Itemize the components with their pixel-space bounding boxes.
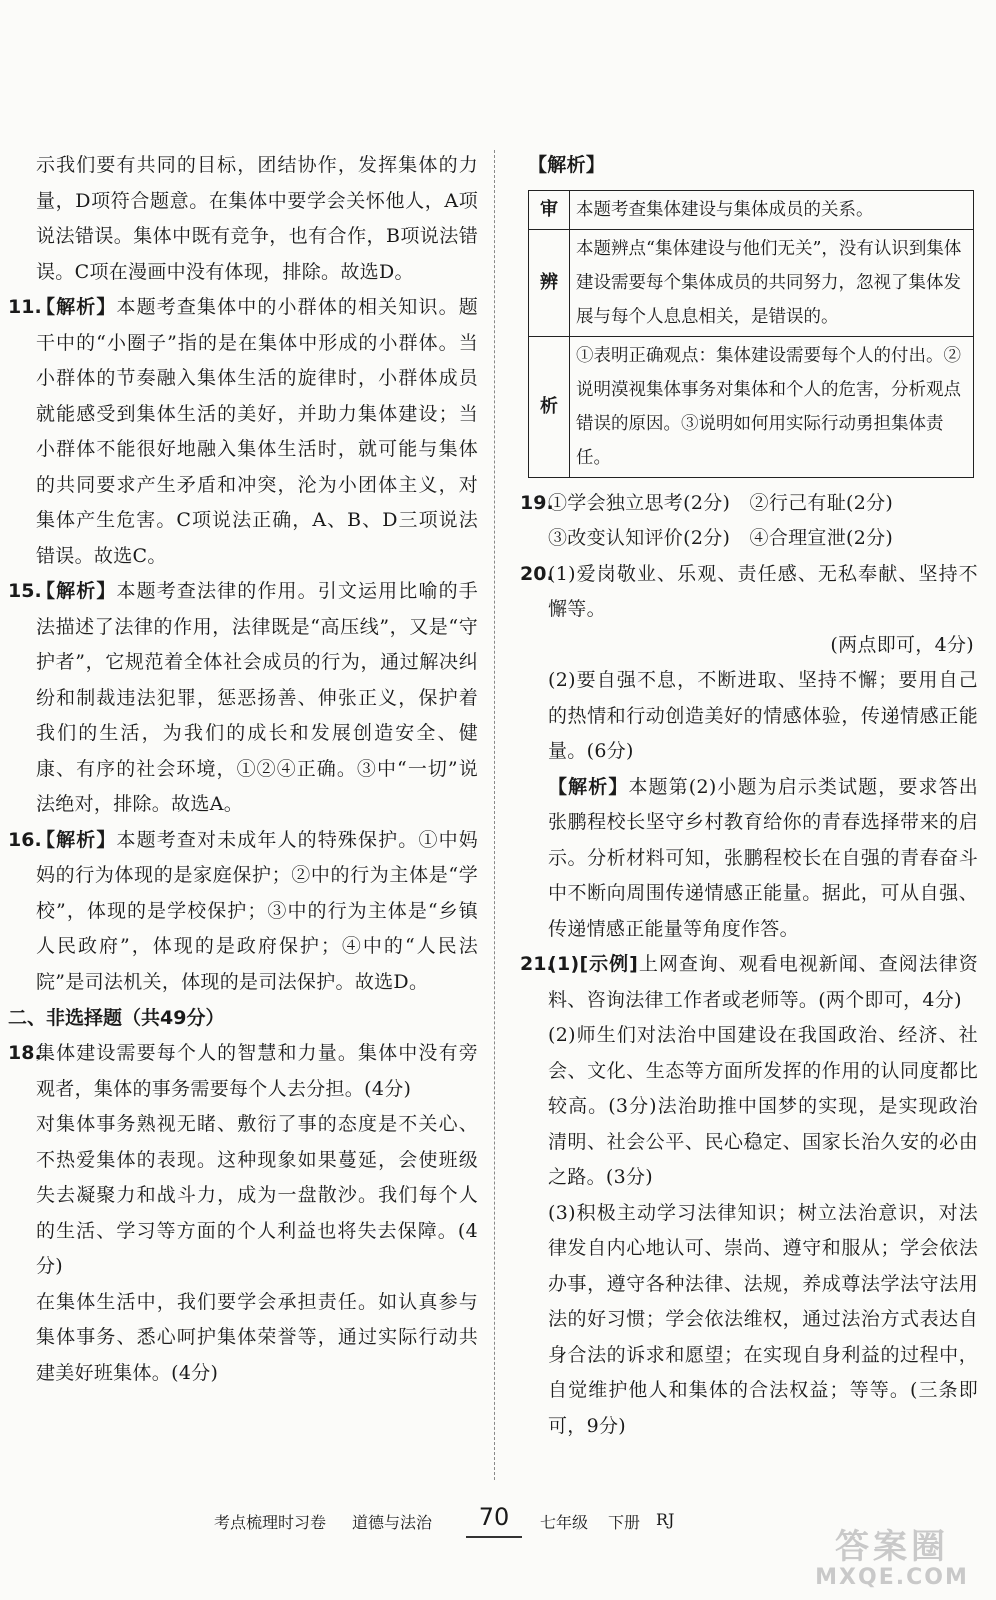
analysis-tag: 【解析】 [528, 154, 606, 176]
shen-content: 本题考查集体建设与集体成员的关系。 [570, 190, 974, 229]
q18-number: 18. [8, 1042, 42, 1064]
q18-paragraph-3: 在集体生活中，我们要学会承担责任。如认真参与集体事务、悉心呵护集体荣誉等，通过实际行动共建美好班集体。(4分) [36, 1290, 478, 1384]
q21-example-tag: (1)[示例] [548, 953, 639, 975]
q21-item [520, 947, 978, 1444]
footer-book-title: 考点梳理时习卷 [214, 1513, 327, 1532]
q10-continuation: 示我们要有共同的目标，团结协作，发挥集体的力量，D项符合题意。在集体中要学会关怀他人，A项说法错误。集体中既有竞争，也有合作，B项说法错误。C项在漫画中没有体现，排除。故选D。 [36, 154, 478, 283]
table-row [529, 190, 974, 229]
q20-part-1-note: (两点即可，4分) [830, 633, 974, 656]
q11-text: 本题考查集体中的小群体的相关知识。题干中的“小圈子”指的是在集体中形成的小群体。当小群体的节奏融入集体生活的旋律时，小群体成员就能感受到集体生活的美好，并助力集体建设；当小群体不能很好地融入集体生活时，就可能与集体的共同要求产生矛盾和冲突，沦为小团体主义，对集体产生危害。C项说法正确，A、B、D三项说法错误。故选C。 [36, 296, 478, 567]
right-column [520, 148, 978, 1444]
q11-item [8, 290, 478, 574]
q18-paragraph-2: 对集体事务熟视无睹、敷衍了事的态度是不关心、不热爱集体的表现。这种现象如果蔓延，会使班级失去凝聚力和战斗力，成为一盘散沙。我们每个人的生活、学习等方面的个人利益也将失去保障。(4分) [36, 1113, 478, 1277]
q20-item [520, 557, 978, 948]
q19-number: 19. [520, 491, 554, 514]
analysis-table [528, 190, 974, 478]
footer-subject: 道德与法治 [352, 1513, 433, 1532]
footer-edition: RJ [656, 1510, 675, 1529]
footer-grade: 七年级 [540, 1513, 589, 1532]
q16-number: 16. [8, 828, 42, 851]
xi-header: 析 [529, 336, 570, 477]
q15-tag: 【解析】 [36, 580, 117, 602]
q21-part-1: 上网查询、观看电视新闻、查阅法律资料、咨询法律工作者或老师等。(两个即可，4分) [548, 953, 978, 1011]
q11-number: 11. [8, 296, 42, 318]
q19-line-1: ①学会独立思考(2分) ②行己有耻(2分) [548, 491, 894, 514]
watermark-logo [802, 1528, 982, 1594]
q20-part-2: (2)要自强不息，不断进取、坚持不懈；要用自己的热情和行动创造美好的情感体验，传递情感正能量。(6分) [548, 669, 978, 762]
q16-tag: 【解析】 [36, 828, 117, 851]
q19-item [520, 486, 978, 557]
bian-content: 本题辨点“集体建设与他们无关”，没有认识到集体建设需要每个集体成员的共同努力，忽视了集体发展与每个人息息相关，是错误的。 [570, 229, 974, 336]
q16-text: 本题考查对未成年人的特殊保护。①中妈妈的行为体现的是家庭保护；②中的行为主体是“学校”，体现的是学校保护；③中的行为主体是“乡镇人民政府”，体现的是政府保护；④中的“人民法院”是司法机关，体现的是司法保护。故选D。 [36, 828, 478, 993]
column-divider [494, 150, 495, 1480]
q19-line-2: ③改变认知评价(2分) ④合理宣泄(2分) [548, 527, 894, 549]
q11-tag: 【解析】 [36, 296, 117, 318]
watermark-top: 答案圈 [835, 1527, 949, 1567]
q20-analysis: 本题第(2)小题为启示类试题，要求答出张鹏程校长坚守乡村教育给你的青春选择带来的启示。分析材料可知，张鹏程校长在自强的青春奋斗中不断向周围传递情感正能量。据此，可从自强、传递情感正能量等角度作答。 [548, 775, 978, 940]
footer-volume: 下册 [608, 1513, 641, 1532]
q20-tag: 【解析】 [548, 775, 629, 798]
q20-part-1: (1)爱岗敬业、乐观、责任感、无私奉献、坚持不懈等。 [548, 562, 978, 620]
q18-item [8, 1036, 478, 1391]
shen-header: 审 [529, 190, 570, 229]
left-column [8, 148, 478, 1391]
q16-item [8, 823, 478, 1001]
q15-number: 15. [8, 580, 42, 602]
xi-content: ①表明正确观点：集体建设需要每个人的付出。②说明漠视集体事务对集体和个人的危害，分析观点错误的原因。③说明如何用实际行动勇担集体责任。 [570, 336, 974, 477]
q21-part-3: (3)积极主动学习法律知识；树立法治意识，对法律发自内心地认可、崇尚、遵守和服从；学会依法办事，遵守各种法律、法规，养成尊法学法守法用法的好习惯；学会依法维权，通过法治方式表达自身合法的诉求和愿望；在实现自身利益的过程中，自觉维护他人和集体的合法权益；等等。(三条即可，9分) [548, 1201, 978, 1437]
table-row [529, 336, 974, 477]
q20-number: 20. [520, 562, 554, 585]
q15-item [8, 574, 478, 823]
q18-text: 集体建设需要每个人的智慧和力量。集体中没有旁观者，集体的事务需要每个人去分担。(4分) [36, 1042, 478, 1100]
q15-text: 本题考查法律的作用。引文运用比喻的手法描述了法律的作用，法律既是“高压线”，又是“守护者”，它规范着全体社会成员的行为，通过解决纠纷和制裁违法犯罪，惩恶扬善、伸张正义，保护着我们的生活，为我们的成长和发展创造安全、健康、有序的社会环境，①②④正确。③中“一切”说法绝对，排除。故选A。 [36, 580, 478, 815]
watermark-bottom: MXQE.COM [815, 1565, 969, 1590]
section-heading-nonchoice: 二、非选择题（共49分） [8, 1007, 225, 1029]
page-number: 70 [466, 1500, 522, 1538]
q21-number: 21. [520, 953, 554, 975]
q21-part-2: (2)师生们对法治中国建设在我国政治、经济、社会、文化、生态等方面所发挥的作用的认同度都比较高。(3分)法治助推中国梦的实现，是实现政治清明、社会公平、民心稳定、国家长治久安的必由之路。(3分) [548, 1024, 978, 1188]
table-row [529, 229, 974, 336]
bian-header: 辨 [529, 229, 570, 336]
